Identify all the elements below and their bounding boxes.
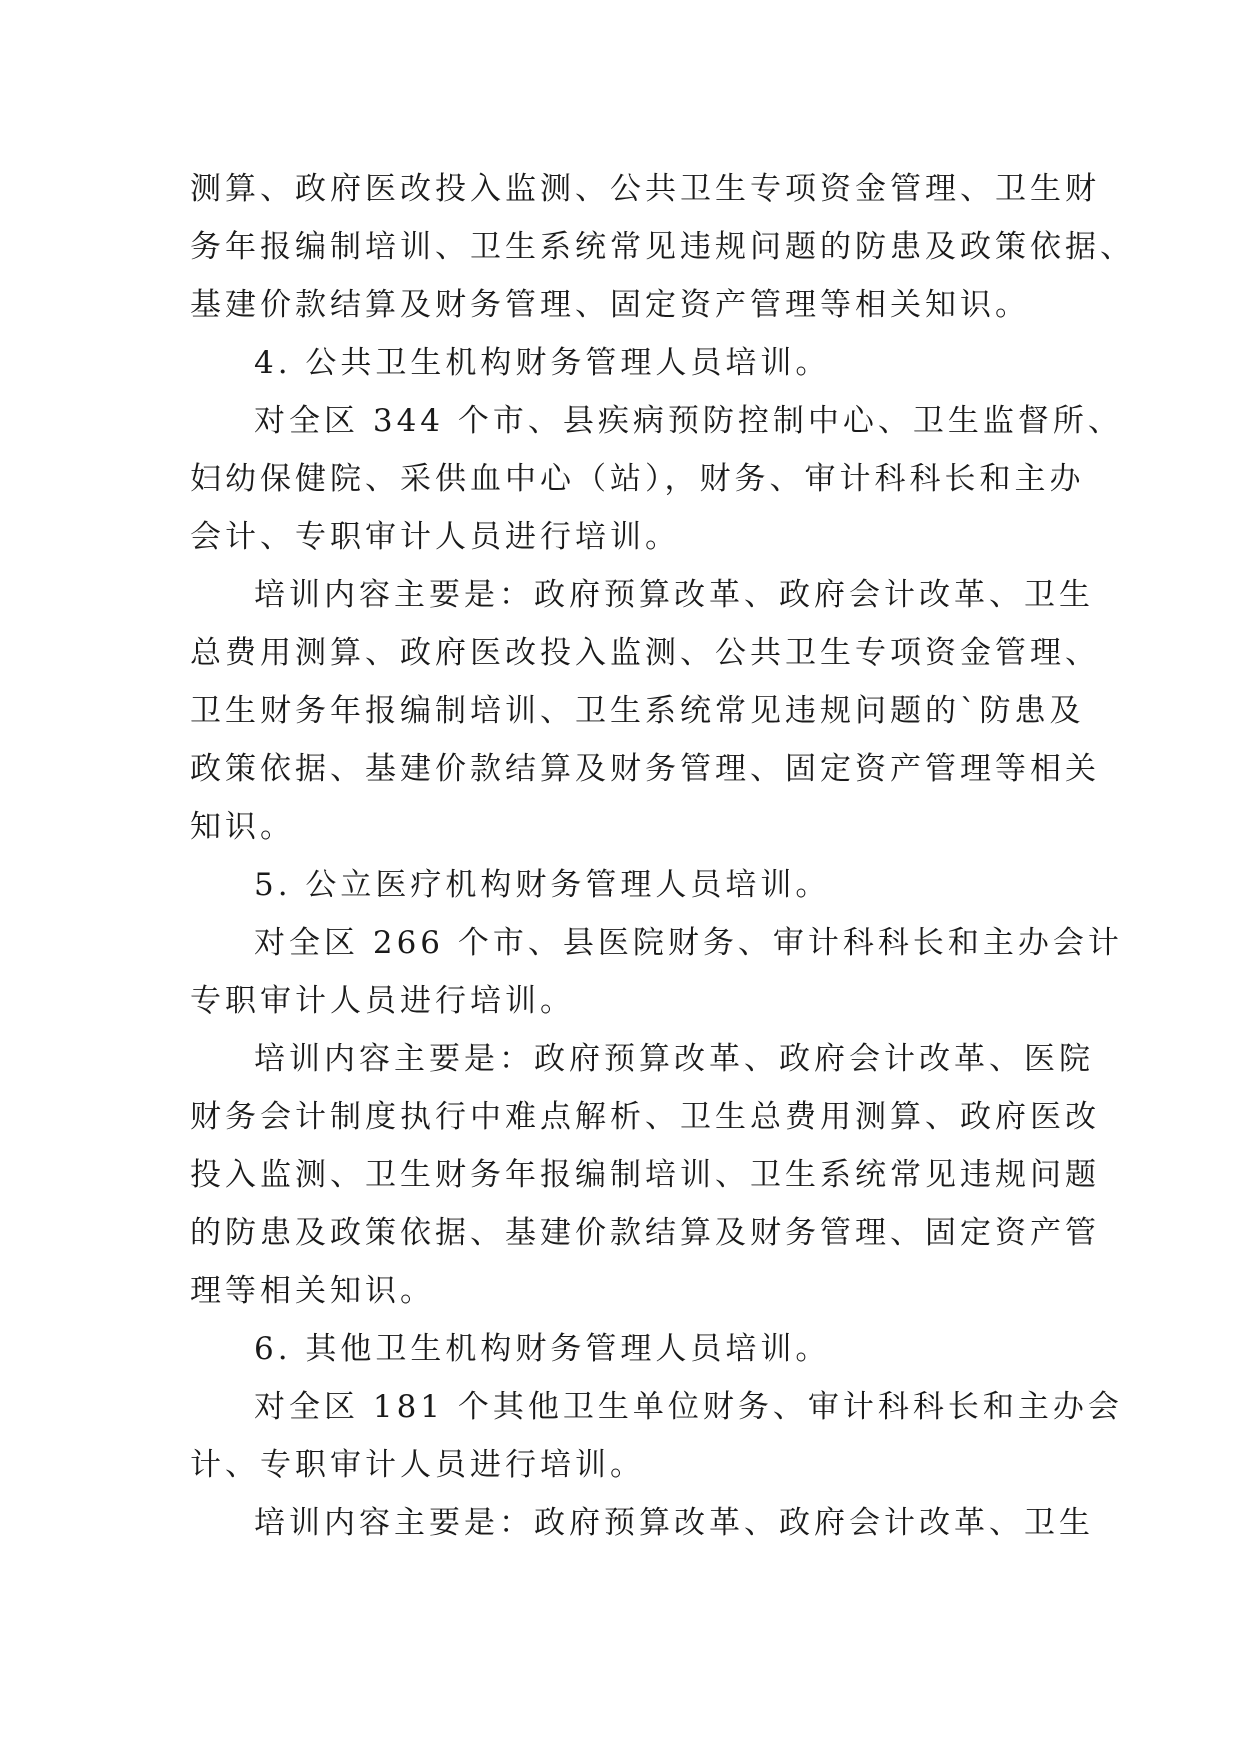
text-line: 的防患及政策依据、基建价款结算及财务管理、固定资产管 bbox=[190, 1215, 1100, 1251]
section-heading-6: 6. 其他卫生机构财务管理人员培训。 bbox=[254, 1331, 831, 1367]
text-line: 总费用测算、政府医改投入监测、公共卫生专项资金管理、 bbox=[190, 635, 1100, 671]
text-line: 对全区 181 个其他卫生单位财务、审计科科长和主办会 bbox=[254, 1389, 1123, 1425]
text-line: 培训内容主要是：政府预算改革、政府会计改革、医院 bbox=[254, 1041, 1094, 1077]
section-heading-4: 4. 公共卫生机构财务管理人员培训。 bbox=[254, 345, 831, 381]
text-line: 妇幼保健院、采供血中心（站），财务、审计科科长和主办 bbox=[190, 461, 1085, 497]
text-line: 计、专职审计人员进行培训。 bbox=[190, 1447, 645, 1483]
text-line: 卫生财务年报编制培训、卫生系统常见违规问题的`防患及 bbox=[190, 693, 1085, 729]
text-line: 基建价款结算及财务管理、固定资产管理等相关知识。 bbox=[190, 287, 1030, 323]
text-line: 会计、专职审计人员进行培训。 bbox=[190, 519, 680, 555]
text-line: 培训内容主要是：政府预算改革、政府会计改革、卫生 bbox=[254, 1505, 1094, 1541]
text-line: 政策依据、基建价款结算及财务管理、固定资产管理等相关 bbox=[190, 751, 1100, 787]
text-line: 测算、政府医改投入监测、公共卫生专项资金管理、卫生财 bbox=[190, 171, 1100, 207]
text-line: 投入监测、卫生财务年报编制培训、卫生系统常见违规问题 bbox=[190, 1157, 1100, 1193]
text-line: 知识。 bbox=[190, 809, 295, 845]
text-line: 财务会计制度执行中难点解析、卫生总费用测算、政府医改 bbox=[190, 1099, 1100, 1135]
text-line: 专职审计人员进行培训。 bbox=[190, 983, 575, 1019]
text-line: 对全区 344 个市、县疾病预防控制中心、卫生监督所、 bbox=[254, 403, 1123, 439]
document-body bbox=[190, 160, 1135, 1552]
text-line: 对全区 266 个市、县医院财务、审计科科长和主办会计 bbox=[254, 925, 1123, 961]
text-line: 理等相关知识。 bbox=[190, 1273, 435, 1309]
section-heading-5: 5. 公立医疗机构财务管理人员培训。 bbox=[254, 867, 831, 903]
text-line: 务年报编制培训、卫生系统常见违规问题的防患及政策依据、 bbox=[190, 229, 1135, 265]
text-line: 培训内容主要是：政府预算改革、政府会计改革、卫生 bbox=[254, 577, 1094, 613]
